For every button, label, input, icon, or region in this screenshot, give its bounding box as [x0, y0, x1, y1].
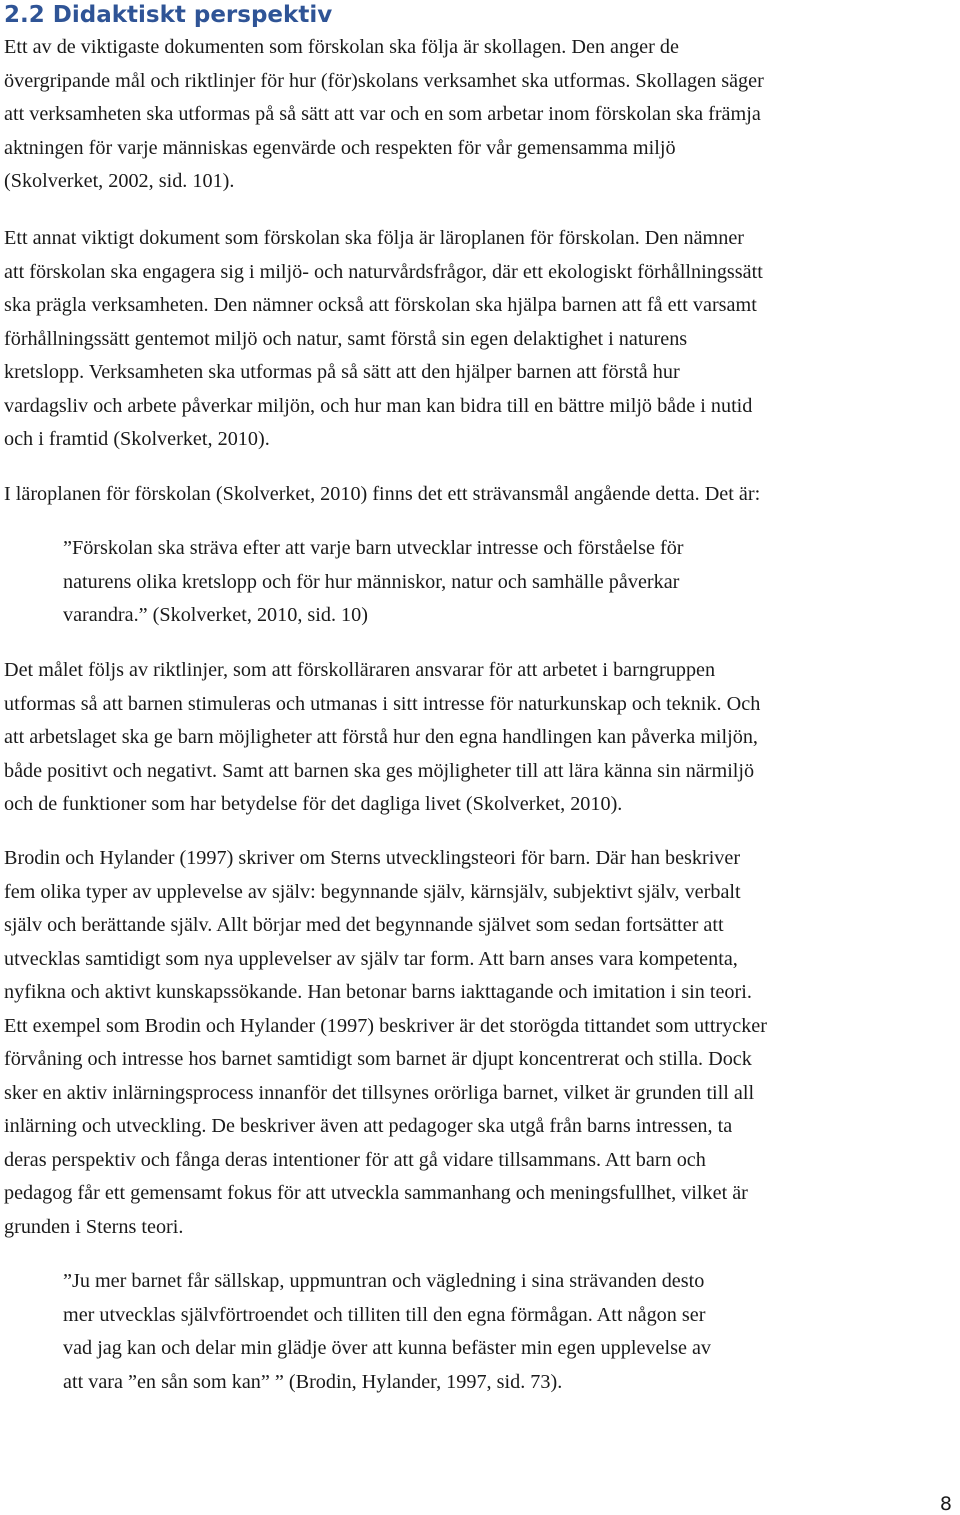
text-line: grunden i Sterns teori.	[4, 1215, 184, 1238]
text-line: att arbetslaget ska ge barn möjligheter att förstå hur den egna handlingen kan påverka miljön,	[4, 726, 758, 748]
quote-line: vad jag kan och delar min glädje över att kunna befäster min egen upplevelse av	[63, 1337, 712, 1359]
text-line: ska prägla verksamheten. Den nämner också att förskolan ska hjälpa barnen att få ett varsamt	[4, 294, 757, 316]
quote-line: ”Förskolan ska sträva efter att varje barn utvecklar intresse och förståelse för	[63, 537, 684, 559]
text-line: I läroplanen för förskolan (Skolverket, 2010) finns det ett strävansmål angående detta. Det är:	[4, 483, 761, 505]
quote-line: ”Ju mer barnet får sällskap, uppmuntran och vägledning i sina strävanden desto	[63, 1270, 705, 1292]
text-line: själv och berättande själv. Allt börjar med det begynnande självet som sedan fortsätter att	[4, 914, 724, 936]
text-line: och de funktioner som har betydelse för det dagliga livet (Skolverket, 2010).	[4, 793, 623, 815]
page-number: 8	[939, 1493, 952, 1515]
text-line: sker en aktiv inlärningsprocess innanför det tillsynes orörliga barnet, vilket är grunden till all	[4, 1081, 755, 1104]
text-line: Ett exempel som Brodin och Hylander (1997) beskriver är det storögda tittandet som uttrycker	[4, 1014, 767, 1037]
text-line: vardagsliv och arbete påverkar miljön, och hur man kan bidra till en bättre miljö både i nutid	[4, 394, 753, 417]
paragraph-riktlinjer	[4, 654, 960, 822]
quote-line: naturens olika kretslopp och för hur människor, natur och samhälle påverkar	[63, 570, 680, 593]
quote-line: varandra.” (Skolverket, 2010, sid. 10)	[63, 604, 368, 626]
paragraph-laroplanen	[4, 222, 960, 457]
text-line: kretslopp. Verksamheten ska utformas på så sätt att den hjälper barnen att förstå hur	[4, 361, 680, 383]
text-line: Ett annat viktigt dokument som förskolan ska följa är läroplanen för förskolan. Den nämner	[4, 227, 745, 249]
section-heading: 2.2 Didaktiskt perspektiv	[4, 2, 333, 28]
text-line: och i framtid (Skolverket, 2010).	[4, 428, 270, 450]
quote-line: att vara ”en sån som kan” ” (Brodin, Hylander, 1997, sid. 73).	[63, 1370, 563, 1393]
text-line: Ett av de viktigaste dokumenten som förskolan ska följa är skollagen. Den anger de	[4, 36, 679, 58]
quote-line: mer utvecklas självförtroendet och tilliten till den egna förmågan. Att någon ser	[63, 1303, 706, 1326]
text-line: pedagog får ett gemensamt fokus för att utveckla sammanhang och meningsfullhet, vilket är	[4, 1182, 748, 1204]
text-line: fem olika typer av upplevelse av själv: begynnande själv, kärnsjälv, subjektivt själv, verbalt	[4, 880, 741, 903]
text-line: övergripande mål och riktlinjer för hur (för)skolans verksamhet ska utformas. Skollagen säger	[4, 69, 764, 92]
paragraph-stravansmal	[4, 478, 960, 512]
text-line: förhållningssätt gentemot miljö och natur, samt förstå sin egen delaktighet i naturens	[4, 327, 688, 350]
text-line: deras perspektiv och fånga deras intentioner för att gå vidare tillsammans. Att barn och	[4, 1148, 706, 1171]
block-quote-brodin	[63, 1265, 943, 1399]
text-line: både positivt och negativt. Samt att barnen ska ges möjligheter till att lära känna sin närmiljö	[4, 759, 755, 782]
text-line: att verksamheten ska utformas på så sätt att var och en som arbetar inom förskolan ska främja	[4, 103, 761, 125]
text-line: utvecklas samtidigt som nya upplevelser av själv tar form. Att barn anses vara kompetenta,	[4, 947, 738, 970]
text-line: inlärning och utveckling. De beskriver även att pedagoger ska utgå från barns intressen, ta	[4, 1115, 733, 1137]
block-quote-laroplan	[63, 532, 943, 633]
text-line: (Skolverket, 2002, sid. 101).	[4, 170, 235, 192]
paragraph-stern	[4, 842, 960, 1244]
text-line: utformas så att barnen stimuleras och utmanas i sitt intresse för naturkunskap och teknik. Och	[4, 692, 761, 715]
paragraph-skollagen	[4, 31, 960, 199]
text-line: aktningen för varje människas egenvärde och respekten för vår gemensamma miljö	[4, 136, 676, 159]
text-line: förvåning och intresse hos barnet samtidigt som barnet är djupt koncentrerat och stilla. Dock	[4, 1048, 752, 1070]
text-line: nyfikna och aktivt kunskapssökande. Han betonar barns iakttagande och imitation i sin teori.	[4, 981, 752, 1003]
text-line: Brodin och Hylander (1997) skriver om Sterns utvecklingsteori för barn. Där han beskriver	[4, 847, 741, 869]
text-line: att förskolan ska engagera sig i miljö- och naturvårdsfrågor, där ett ekologiskt förhållningssätt	[4, 260, 763, 283]
text-line: Det målet följs av riktlinjer, som att förskolläraren ansvarar för att arbetet i barngruppen	[4, 659, 716, 681]
